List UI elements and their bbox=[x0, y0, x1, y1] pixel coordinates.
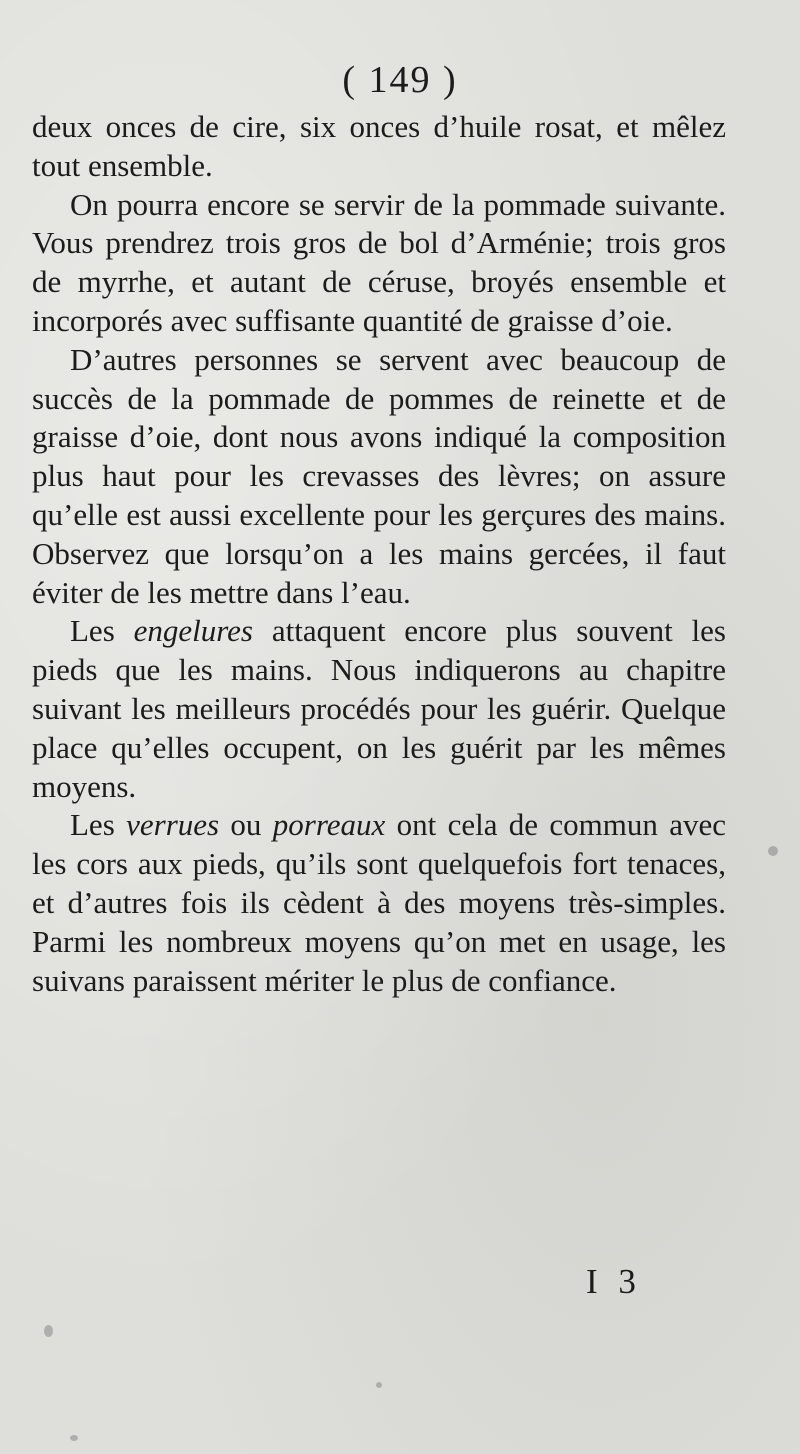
foxing-speck bbox=[70, 1435, 78, 1441]
text-segment: ou bbox=[219, 807, 273, 843]
foxing-speck bbox=[376, 1382, 382, 1388]
paragraph bbox=[32, 186, 726, 341]
text-segment: attaquent encore plus souvent les pieds que les mains. Nous indiquerons au chapitre suivant les meilleurs procédés pour les guérir. Quelque place qu’elles occupent, on les guérit par les mêmes moyens. bbox=[32, 613, 726, 804]
foxing-speck bbox=[768, 846, 778, 856]
foxing-speck bbox=[44, 1325, 53, 1337]
text-segment: Les bbox=[70, 807, 127, 843]
text-segment: On pourra encore se servir de la pommade suivante. Vous prendrez trois gros de bol d’Arménie; trois gros de myrrhe, et autant de céruse, broyés ensemble et incorporés avec suffisante quantité de graisse d’oie. bbox=[32, 186, 726, 338]
text-segment: Les bbox=[70, 613, 134, 649]
text-segment: D’autres personnes se servent avec beaucoup de succès de la pommade de pommes de reinette et de graisse d’oie, dont nous avons indiqué la composition plus haut pour les crevasses des lèvres; on assure qu’elle est aussi excellente pour les gerçures des mains. Observez que lorsqu’on a les mains gercées, il faut éviter de les mettre dans l’eau. bbox=[32, 341, 726, 610]
page-body-text bbox=[32, 108, 726, 1000]
italic-term: verrues bbox=[126, 807, 220, 843]
page-number-header: ( 149 ) bbox=[342, 59, 458, 101]
italic-term: porreaux bbox=[272, 807, 386, 843]
paragraph bbox=[32, 806, 726, 1000]
italic-term: engelures bbox=[133, 613, 253, 649]
text-segment: ont cela de commun avec les cors aux pieds, qu’ils sont quelquefois fort tenaces, et d’autres fois ils cèdent à des moyens très-simples. Parmi les nombreux moyens qu’on met en usage, les suivans paraissent mériter le plus de confiance. bbox=[32, 807, 727, 998]
text-segment: deux onces de cire, six onces d’huile rosat, et mêlez tout ensemble. bbox=[32, 109, 726, 183]
paragraph bbox=[32, 341, 726, 613]
paragraph bbox=[32, 612, 726, 806]
signature-mark: I 3 bbox=[586, 1262, 642, 1301]
paragraph bbox=[32, 108, 726, 186]
